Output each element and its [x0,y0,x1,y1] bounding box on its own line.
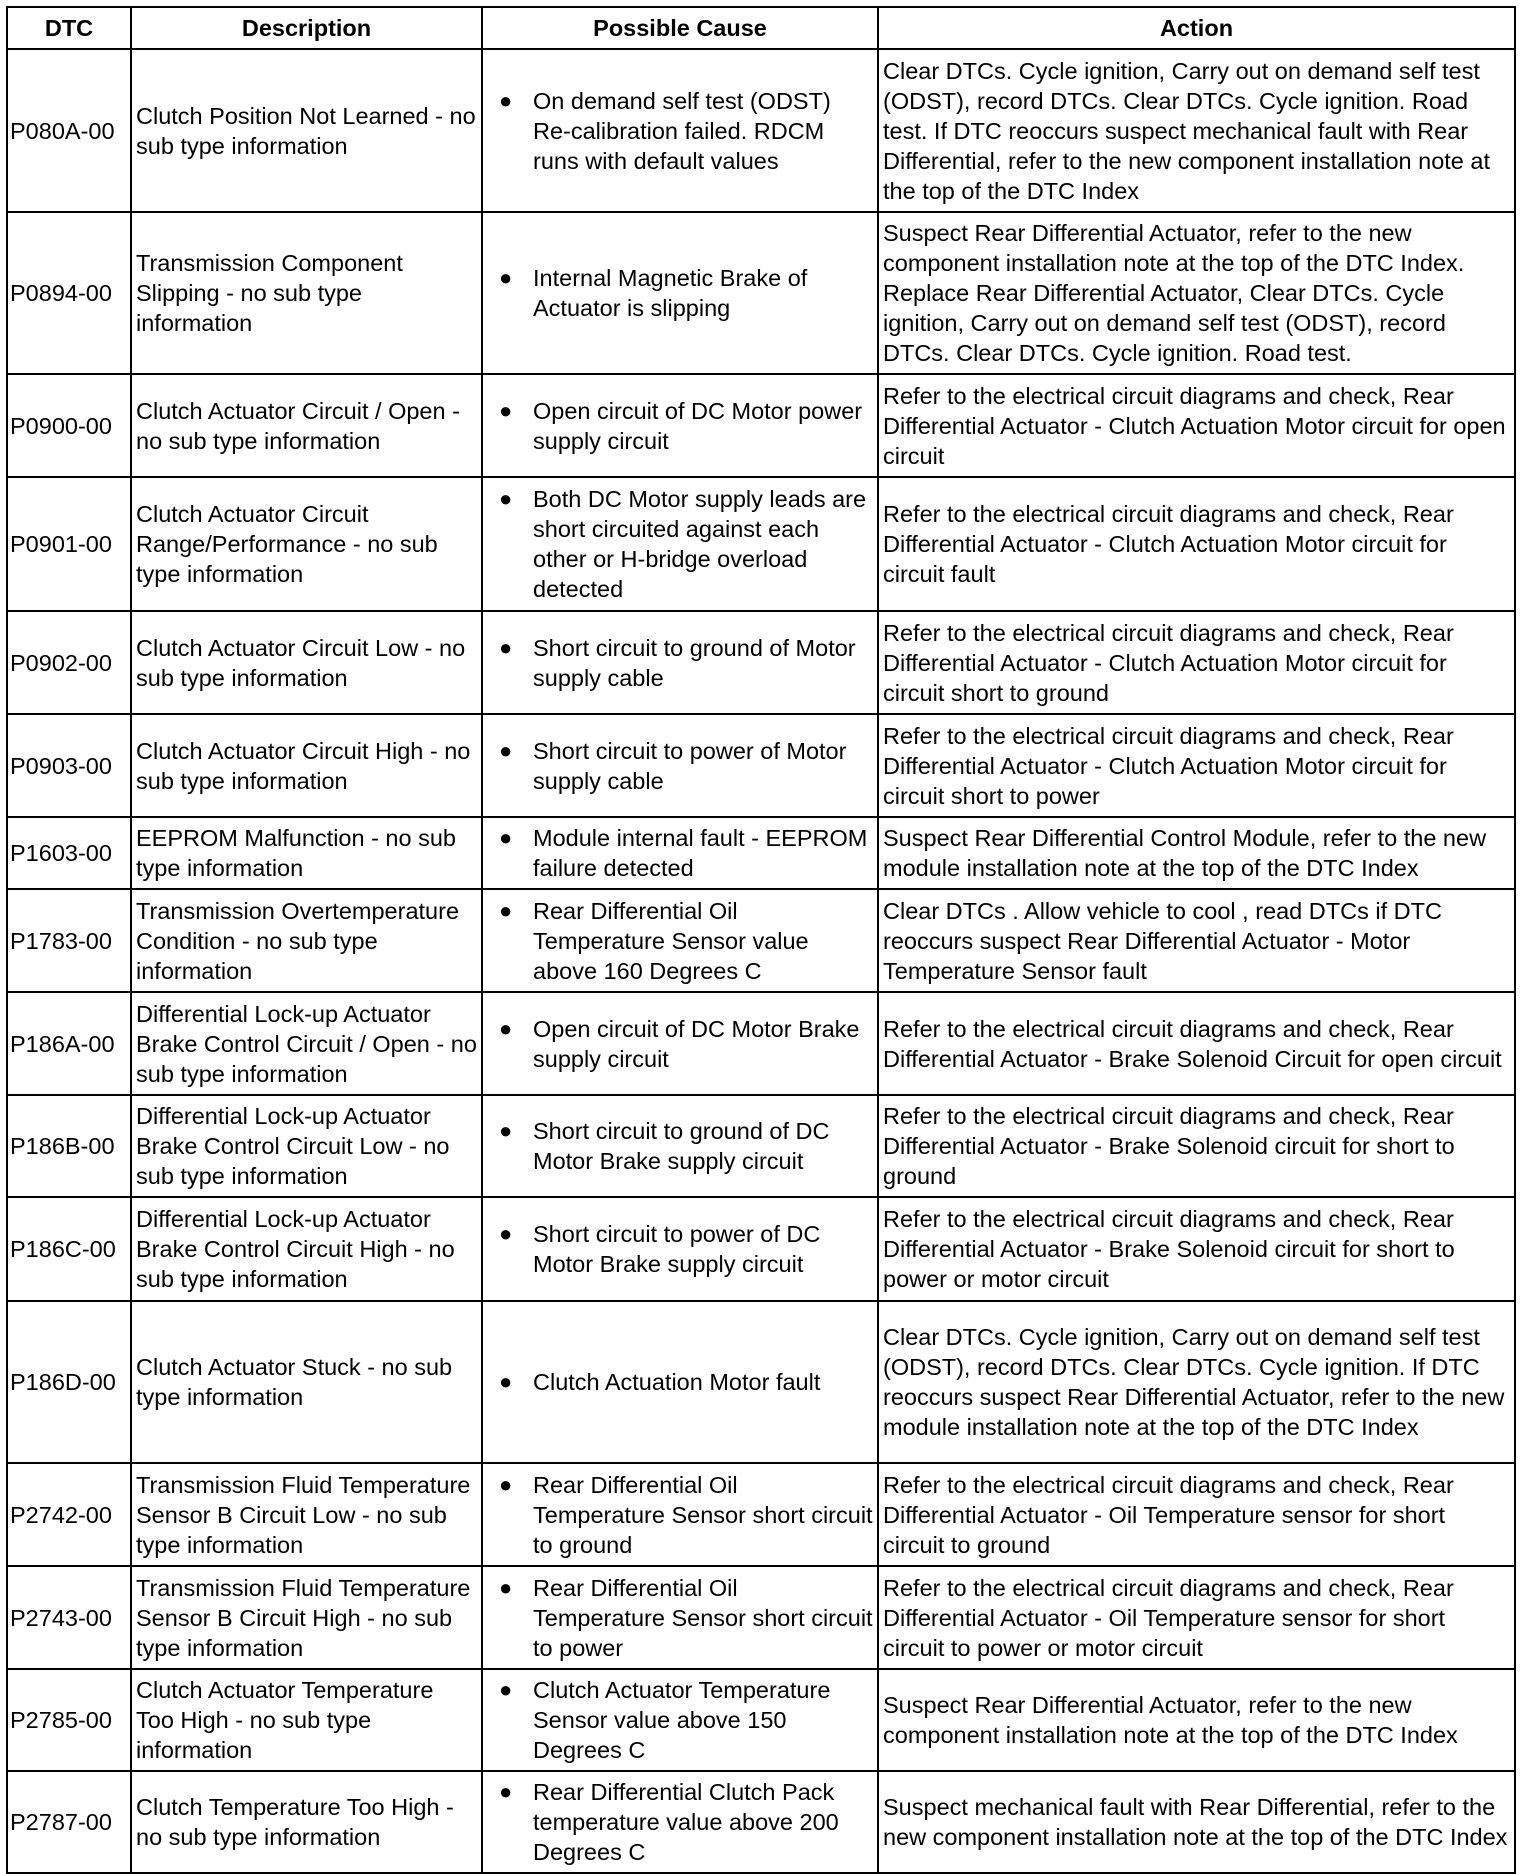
action: Refer to the electrical circuit diagrams and check, Rear Differential Actuator - Clutch Actuation Motor circuit for circuit short to power [878,714,1515,817]
table-row [7,212,1515,374]
description: Clutch Actuator Circuit / Open - no sub type information [131,374,482,477]
action: Clear DTCs . Allow vehicle to cool , read DTCs if DTC reoccurs suspect Rear Differential Actuator - Motor Temperature Sensor fault [878,889,1515,992]
possible-cause [482,1095,878,1197]
dtc-table [6,6,1516,1874]
bullet-icon: ● [499,87,513,113]
cause-text: Rear Differential Oil Temperature Sensor short circuit to power [533,1574,873,1661]
table-row [7,49,1515,212]
dtc-code: P0903-00 [7,714,131,817]
description: Clutch Actuator Stuck - no sub type information [131,1301,482,1463]
description: Clutch Actuator Circuit High - no sub type information [131,714,482,817]
cause-text: Short circuit to ground of DC Motor Brake supply circuit [533,1118,830,1174]
table-row [7,817,1515,889]
dtc-code: P186D-00 [7,1301,131,1463]
description: EEPROM Malfunction - no sub type information [131,817,482,889]
cause-text: Both DC Motor supply leads are short circuited against each other or H-bridge overload detected [533,486,867,602]
description: Differential Lock-up Actuator Brake Control Circuit Low - no sub type information [131,1095,482,1197]
bullet-icon: ● [499,897,513,923]
description: Transmission Component Slipping - no sub type information [131,212,482,374]
possible-cause [482,889,878,992]
action: Suspect mechanical fault with Rear Differential, refer to the new component installation note at the top of the DTC Index [878,1771,1515,1873]
table-row [7,1669,1515,1771]
possible-cause [482,1301,878,1463]
cause-text: Internal Magnetic Brake of Actuator is slipping [533,265,808,321]
possible-cause [482,1669,878,1771]
action: Refer to the electrical circuit diagrams and check, Rear Differential Actuator - Brake Solenoid circuit for short to ground [878,1095,1515,1197]
header-description: Description [131,7,482,49]
dtc-code: P0900-00 [7,374,131,477]
description: Transmission Overtemperature Condition - no sub type information [131,889,482,992]
dtc-code: P0901-00 [7,477,131,611]
bullet-icon: ● [499,825,513,850]
dtc-code: P186B-00 [7,1095,131,1197]
cause-text: Rear Differential Oil Temperature Sensor short circuit to ground [533,1471,873,1558]
action: Refer to the electrical circuit diagrams and check, Rear Differential Actuator - Clutch Actuation Motor circuit for circuit fault [878,477,1515,611]
header-row [7,7,1515,49]
action: Refer to the electrical circuit diagrams and check, Rear Differential Actuator - Oil Temperature sensor for short circuit to ground [878,1463,1515,1566]
description: Clutch Actuator Circuit Range/Performance - no sub type information [131,477,482,611]
table-row [7,1197,1515,1301]
bullet-icon: ● [499,397,513,423]
bullet-icon: ● [499,1118,513,1143]
description: Clutch Actuator Temperature Too High - no sub type information [131,1669,482,1771]
possible-cause [482,714,878,817]
cause-text: On demand self test (ODST) Re-calibration failed. RDCM runs with default values [533,87,831,174]
bullet-icon: ● [499,1677,513,1702]
possible-cause [482,49,878,212]
bullet-icon: ● [499,1369,513,1394]
description: Clutch Position Not Learned - no sub type information [131,49,482,212]
table-row [7,1095,1515,1197]
description: Differential Lock-up Actuator Brake Control Circuit / Open - no sub type information [131,992,482,1095]
action: Clear DTCs. Cycle ignition, Carry out on demand self test (ODST), record DTCs. Clear DTCs. Cycle ignition. If DTC reoccurs suspect Rear Differential Actuator, refer to the new module installation note at the top of the DTC Index [878,1301,1515,1463]
possible-cause [482,992,878,1095]
bullet-icon: ● [499,486,513,511]
dtc-code: P080A-00 [7,49,131,212]
possible-cause [482,477,878,611]
possible-cause [482,817,878,889]
cause-text: Clutch Actuator Temperature Sensor value above 150 Degrees C [533,1677,831,1763]
dtc-code: P0902-00 [7,611,131,714]
table-row [7,714,1515,817]
description: Transmission Fluid Temperature Sensor B Circuit High - no sub type information [131,1566,482,1669]
action: Suspect Rear Differential Actuator, refer to the new component installation note at the top of the DTC Index [878,1669,1515,1771]
dtc-code: P2785-00 [7,1669,131,1771]
action: Refer to the electrical circuit diagrams and check, Rear Differential Actuator - Oil Temperature sensor for short circuit to power or motor circuit [878,1566,1515,1669]
bullet-icon: ● [499,634,513,660]
table-row [7,477,1515,611]
table-row [7,1771,1515,1873]
dtc-code: P0894-00 [7,212,131,374]
bullet-icon: ● [499,737,513,763]
dtc-code: P2743-00 [7,1566,131,1669]
dtc-code: P1603-00 [7,817,131,889]
action: Refer to the electrical circuit diagrams and check, Rear Differential Actuator - Clutch Actuation Motor circuit for open circuit [878,374,1515,477]
action: Suspect Rear Differential Actuator, refer to the new component installation note at the top of the DTC Index. Replace Rear Differential Actuator, Clear DTCs. Cycle ignition, Carry out on demand self test (ODST), record DTCs. Clear DTCs. Cycle ignition. Road test. [878,212,1515,374]
possible-cause [482,1566,878,1669]
dtc-code: P2787-00 [7,1771,131,1873]
cause-text: Rear Differential Clutch Pack temperature value above 200 Degrees C [533,1779,839,1865]
possible-cause [482,374,878,477]
action: Refer to the electrical circuit diagrams and check, Rear Differential Actuator - Brake Solenoid Circuit for open circuit [878,992,1515,1095]
action: Refer to the electrical circuit diagrams and check, Rear Differential Actuator - Brake Solenoid circuit for short to power or motor circuit [878,1197,1515,1301]
table-row [7,1463,1515,1566]
cause-text: Open circuit of DC Motor Brake supply circuit [533,1015,860,1072]
dtc-code: P1783-00 [7,889,131,992]
action: Refer to the electrical circuit diagrams and check, Rear Differential Actuator - Clutch Actuation Motor circuit for circuit short to ground [878,611,1515,714]
header-possible-cause: Possible Cause [482,7,878,49]
table-row [7,374,1515,477]
dtc-code: P186A-00 [7,992,131,1095]
dtc-code: P2742-00 [7,1463,131,1566]
bullet-icon: ● [499,1221,513,1246]
cause-text: Short circuit to ground of Motor supply cable [533,634,856,691]
possible-cause [482,611,878,714]
table-row [7,611,1515,714]
table-row [7,1301,1515,1463]
cause-text: Short circuit to power of DC Motor Brake supply circuit [533,1221,821,1277]
description: Differential Lock-up Actuator Brake Control Circuit High - no sub type information [131,1197,482,1301]
action: Suspect Rear Differential Control Module, refer to the new module installation note at the top of the DTC Index [878,817,1515,889]
bullet-icon: ● [499,1574,513,1600]
possible-cause [482,1197,878,1301]
bullet-icon: ● [499,1779,513,1804]
cause-text: Short circuit to power of Motor supply cable [533,737,847,794]
cause-text: Rear Differential Oil Temperature Sensor value above 160 Degrees C [533,897,809,984]
table-row [7,1566,1515,1669]
bullet-icon: ● [499,265,513,290]
cause-text: Module internal fault - EEPROM failure detected [533,825,868,881]
description: Clutch Actuator Circuit Low - no sub type information [131,611,482,714]
header-dtc: DTC [7,7,131,49]
dtc-code: P186C-00 [7,1197,131,1301]
action: Clear DTCs. Cycle ignition, Carry out on demand self test (ODST), record DTCs. Clear DTCs. Cycle ignition. Road test. If DTC reoccurs suspect mechanical fault with Rear Differential, refer to the new component installation note at the top of the DTC Index [878,49,1515,212]
possible-cause [482,1771,878,1873]
possible-cause [482,212,878,374]
cause-text: Clutch Actuation Motor fault [533,1369,821,1395]
header-action: Action [878,7,1515,49]
table-row [7,992,1515,1095]
description: Transmission Fluid Temperature Sensor B Circuit Low - no sub type information [131,1463,482,1566]
table-row [7,889,1515,992]
cause-text: Open circuit of DC Motor power supply circuit [533,397,863,454]
bullet-icon: ● [499,1015,513,1041]
bullet-icon: ● [499,1471,513,1497]
possible-cause [482,1463,878,1566]
description: Clutch Temperature Too High - no sub type information [131,1771,482,1873]
